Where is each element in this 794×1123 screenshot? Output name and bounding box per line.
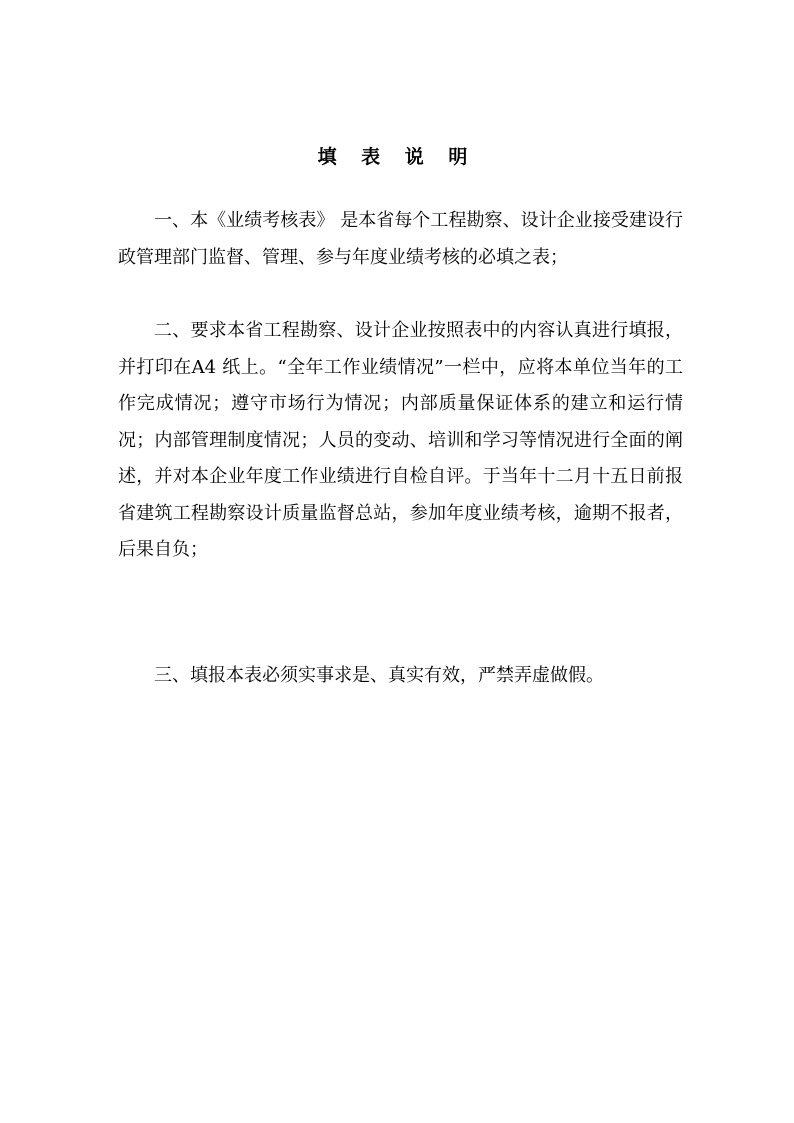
paragraph-3: 三、填报本表必须实事求是、真实有效，严禁弄虚做假。	[154, 665, 604, 686]
paragraph-2: 二、要求本省工程勘察、设计企业按照表中的内容认真进行填报，并打印在A4 纸上。“全年工作业绩情况”一栏中，应将本单位当年的工作完成情况；遵守市场行为情况；内部质量保证体系的建立和运行情况；内部管理制度情况；人员的变动、培训和学习等情况进行全面的阐述，并对本企业年度工作业绩进行自检自评。于当年十二月十五日前报省建筑工程勘察设计质量监督总站，参加年度业绩考核，逾期不报者，后果自负；	[118, 320, 683, 560]
document-title: 填 表 说 明	[317, 146, 477, 168]
paragraph-1: 一、本《业绩考核表》 是本省每个工程勘察、设计企业接受建设行政管理部门监督、管理、参与年度业绩考核的必填之表；	[118, 210, 683, 268]
